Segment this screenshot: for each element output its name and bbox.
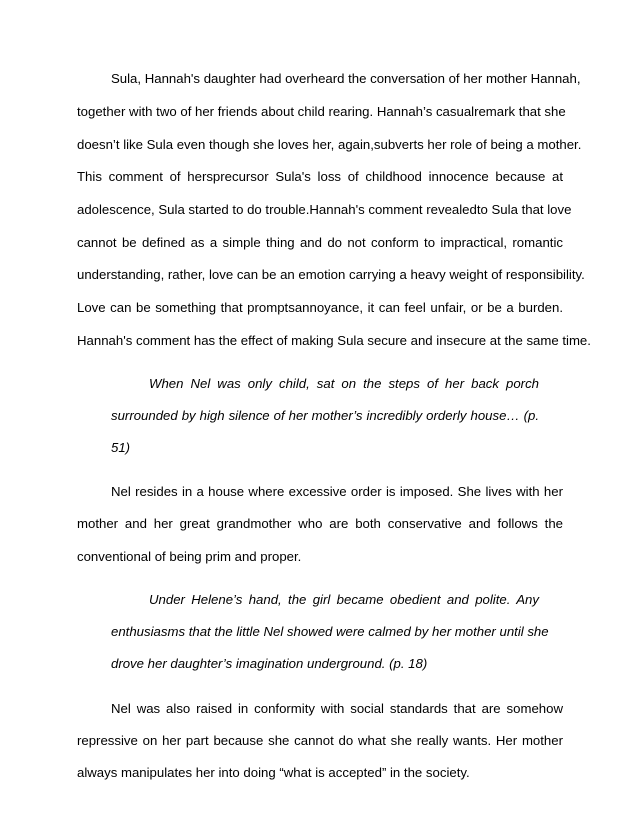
paragraph-1-line: Hannah's comment has the effect of making Sula secure and insecure at the same time.	[77, 333, 591, 348]
quote-1-line: 51)	[111, 440, 131, 455]
quote-2-line: drove her daughter’s imagination underground. (p. 18)	[111, 656, 428, 671]
paragraph-1-line: together with two of her friends about child rearing. Hannah’s casualremark that she	[77, 104, 566, 119]
paragraph-1-line: This comment of hersprecursor Sula's loss of childhood innocence because at	[77, 169, 563, 184]
paragraph-2-line: conventional of being prim and proper.	[77, 549, 302, 564]
paragraph-1-line: Sula, Hannah's daughter had overheard the conversation of her mother Hannah,	[111, 71, 581, 86]
paragraph-1-line: understanding, rather, love can be an emotion carrying a heavy weight of responsibility.	[77, 267, 585, 282]
quote-2-line: enthusiasms that the little Nel showed were calmed by her mother until she	[111, 624, 549, 639]
quote-1-line: When Nel was only child, sat on the steps of her back porch	[149, 376, 539, 391]
paragraph-1-line: doesn’t like Sula even though she loves her, again,subverts her role of being a mother.	[77, 137, 582, 152]
paragraph-3-line: Nel was also raised in conformity with social standards that are somehow	[111, 701, 563, 716]
quote-1-line: surrounded by high silence of her mother’s incredibly orderly house… (p.	[111, 408, 539, 423]
paragraph-2-line: mother and her great grandmother who are both conservative and follows the	[77, 516, 563, 531]
paragraph-1-line: cannot be defined as a simple thing and do not conform to impractical, romantic	[77, 235, 563, 250]
paragraph-1-line: Love can be something that promptsannoyance, it can feel unfair, or be a burden.	[77, 300, 563, 315]
quote-2-line: Under Helene’s hand, the girl became obedient and polite. Any	[149, 592, 539, 607]
paragraph-2-line: Nel resides in a house where excessive order is imposed. She lives with her	[111, 484, 563, 499]
paragraph-3-line: always manipulates her into doing “what is accepted” in the society.	[77, 765, 470, 780]
paragraph-3-line: repressive on her part because she cannot do what she really wants. Her mother	[77, 733, 563, 748]
paragraph-1-line: adolescence, Sula started to do trouble.Hannah's comment revealedto Sula that love	[77, 202, 572, 217]
